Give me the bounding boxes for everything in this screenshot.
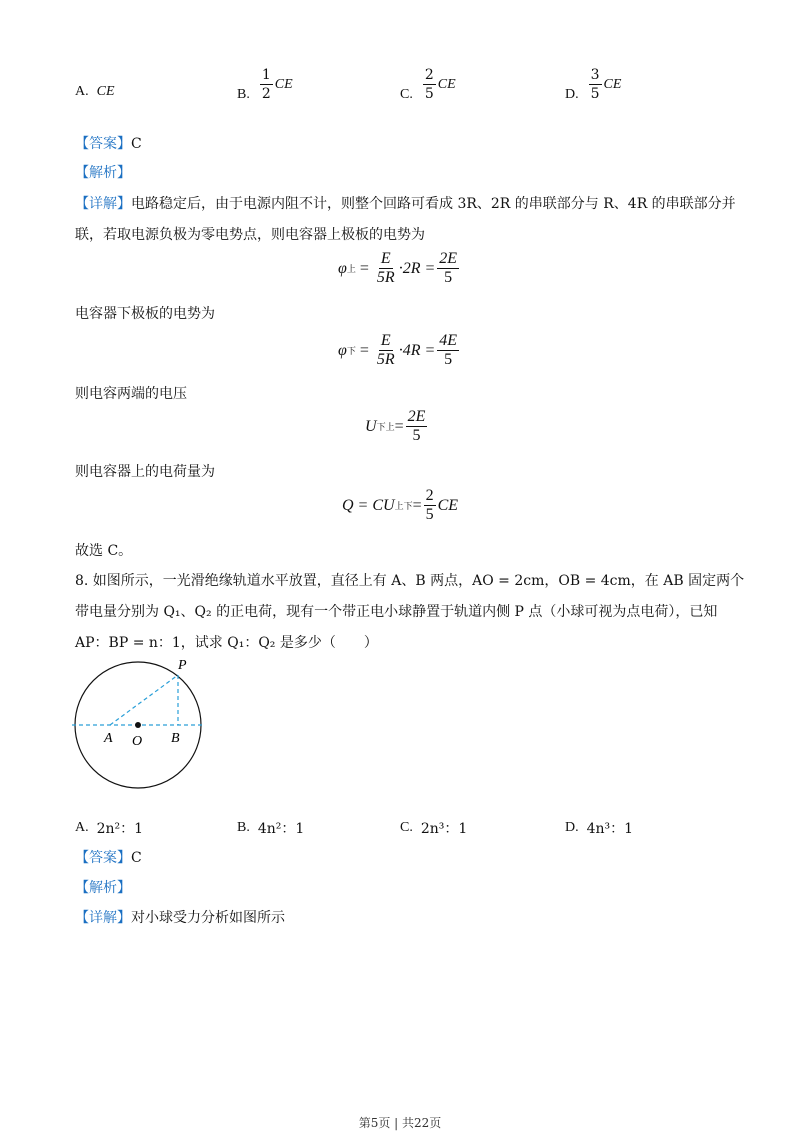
option-label: C. (400, 86, 413, 102)
equation-lower-potential: φ 下 = $\frac{E}{5R}$ ·4R = $\frac{4E}{5}$ (338, 332, 458, 368)
answer-value: C (131, 136, 142, 152)
circle-track-diagram (70, 655, 215, 800)
option-expr: CE (437, 76, 456, 92)
detail2-line (75, 908, 285, 928)
text-lower-plate: 电容器下极板的电势为 (75, 306, 215, 322)
q7-option-c (400, 66, 456, 103)
q8-option-b: B. 4n²：1 (237, 820, 305, 837)
label-p: P (178, 658, 187, 673)
answer-tag: 【答案】 (75, 136, 131, 152)
label-o: O (132, 734, 143, 749)
line-ap (110, 675, 178, 725)
q8-option-c: C. 2n³：1 (400, 820, 468, 837)
text-charge: 则电容器上的电荷量为 (75, 464, 215, 480)
option-fraction: $\frac{3}{5}$ (590, 67, 600, 102)
q7-option-b (237, 66, 293, 103)
detail-line-1 (75, 194, 736, 214)
q8-line-2: 带电量分别为 Q₁、Q₂ 的正电荷，现有一个带正电小球静置于轨道内侧 P 点（小球可视为点电荷），已知 (75, 604, 718, 620)
detail-text: 对小球受力分析如图所示 (131, 910, 285, 926)
option-expr: CE (603, 76, 622, 92)
label-a: A (104, 731, 113, 746)
q7-option-a (75, 84, 115, 100)
answer-line (75, 134, 142, 154)
option-fraction: $\frac{2}{5}$ (424, 67, 434, 102)
q8-option-a: A. 2n²：1 (75, 820, 144, 837)
equation-voltage: U 下上 = $\frac{2E}{5}$ (365, 408, 426, 444)
analysis-tag: 【解析】 (75, 880, 131, 896)
option-fraction: $\frac{1}{2}$ (261, 67, 271, 102)
answer2-line (75, 848, 142, 868)
center-point-o (135, 722, 141, 728)
option-expr: CE (96, 84, 115, 99)
text-choose: 故选 C。 (75, 543, 133, 559)
answer-tag: 【答案】 (75, 850, 131, 866)
analysis-line (75, 163, 131, 183)
label-b: B (171, 731, 180, 746)
detail-tag: 【详解】 (75, 910, 131, 926)
equation-charge: Q = CU 上下 = $\frac{2}{5}$ CE (342, 487, 459, 523)
detail-line-2: 联，若取电源负极为零电势点，则电容器上极板的电势为 (75, 227, 425, 243)
detail-text: 电路稳定后，由于电源内阻不计，则整个回路可看成 3R、2R 的串联部分与 R、4R 的串联部分并 (131, 196, 736, 212)
option-label: D. (565, 86, 579, 102)
q8-line-3: AP：BP = n：1，试求 Q₁：Q₂ 是多少（ ） (75, 635, 378, 651)
option-label: B. (237, 86, 250, 102)
page-footer: 第5页 | 共22页 (358, 1116, 442, 1130)
q7-option-d (565, 66, 621, 103)
detail-tag: 【详解】 (75, 196, 131, 212)
option-label: A. (75, 84, 89, 99)
option-expr: CE (274, 76, 293, 92)
q8-option-d: D. 4n³：1 (565, 820, 634, 837)
equation-upper-potential: φ 上 = $\frac{E}{5R}$ ·2R = $\frac{2E}{5}$ (338, 250, 458, 286)
q8-line-1: 8. 如图所示，一光滑绝缘轨道水平放置，直径上有 A、B 两点，AO = 2cm，OB = 4cm，在 AB 固定两个 (75, 573, 745, 589)
text-voltage: 则电容两端的电压 (75, 386, 187, 402)
answer-value: C (131, 850, 142, 866)
analysis2-line (75, 878, 131, 898)
analysis-tag: 【解析】 (75, 165, 131, 181)
